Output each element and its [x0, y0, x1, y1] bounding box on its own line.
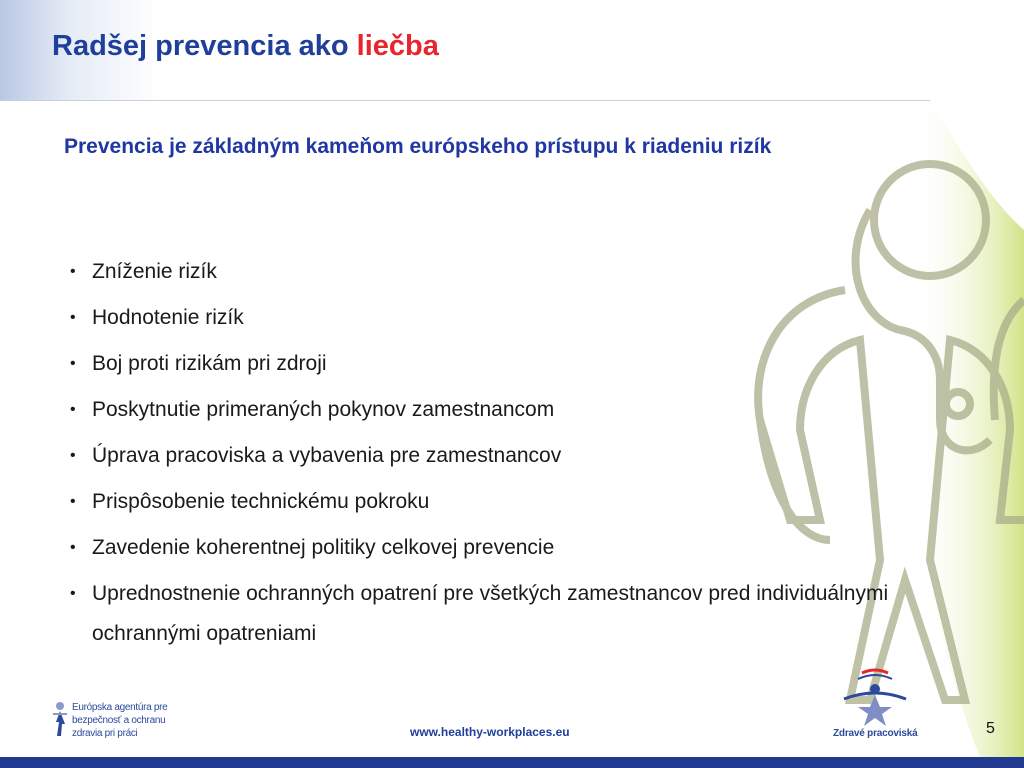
slide-subtitle: Prevencia je základným kameňom európskeho prístupu k riadeniu rizík	[64, 135, 772, 158]
agency-line: zdravia pri práci	[72, 728, 138, 739]
list-item	[70, 482, 910, 522]
agency-line: Európska agentúra pre	[72, 702, 168, 713]
list-item	[70, 436, 910, 476]
list-item	[70, 574, 910, 654]
list-item	[70, 298, 910, 338]
bullet-glyph: •	[70, 401, 76, 418]
list-item	[70, 344, 910, 384]
bullet-text: Uprednostnenie ochranných opatrení pre všetkých zamestnancov pred individuálnymi ochrannými opatreniami	[92, 582, 889, 645]
website-link[interactable]: www.healthy-workplaces.eu	[410, 725, 570, 739]
bullet-list	[70, 252, 910, 660]
page-title	[52, 30, 439, 63]
bullet-text: Poskytnutie primeraných pokynov zamestnancom	[92, 398, 555, 421]
bullet-text: Prispôsobenie technickému pokroku	[92, 490, 430, 513]
list-item	[70, 390, 910, 430]
bullet-text: Úprava pracoviska a vybavenia pre zamestnancov	[92, 444, 562, 467]
agency-line: bezpečnosť a ochranu	[72, 715, 166, 726]
list-item	[70, 252, 910, 292]
list-item	[70, 528, 910, 568]
bullet-text: Hodnotenie rizík	[92, 306, 244, 329]
agency-name	[72, 701, 167, 740]
bullet-glyph: •	[70, 447, 76, 464]
campaign-label: Zdravé pracoviská	[833, 728, 918, 739]
bullet-glyph: •	[70, 355, 76, 372]
title-main: Radšej prevencia ako	[52, 30, 357, 62]
bullet-glyph: •	[70, 493, 76, 510]
eu-osha-figure-icon	[50, 700, 70, 740]
bullet-glyph: •	[70, 585, 76, 602]
bullet-glyph: •	[70, 309, 76, 326]
bullet-text: Zavedenie koherentnej politiky celkovej prevencie	[92, 536, 555, 559]
agency-logo[interactable]	[50, 700, 230, 742]
bullet-text: Zníženie rizík	[92, 260, 217, 283]
page-number: 5	[986, 720, 995, 737]
bullet-glyph: •	[70, 263, 76, 280]
title-accent: liečba	[356, 30, 439, 62]
bullet-text: Boj proti rizikám pri zdroji	[92, 352, 327, 375]
bullet-glyph: •	[70, 539, 76, 556]
bottom-bar	[0, 757, 1024, 768]
